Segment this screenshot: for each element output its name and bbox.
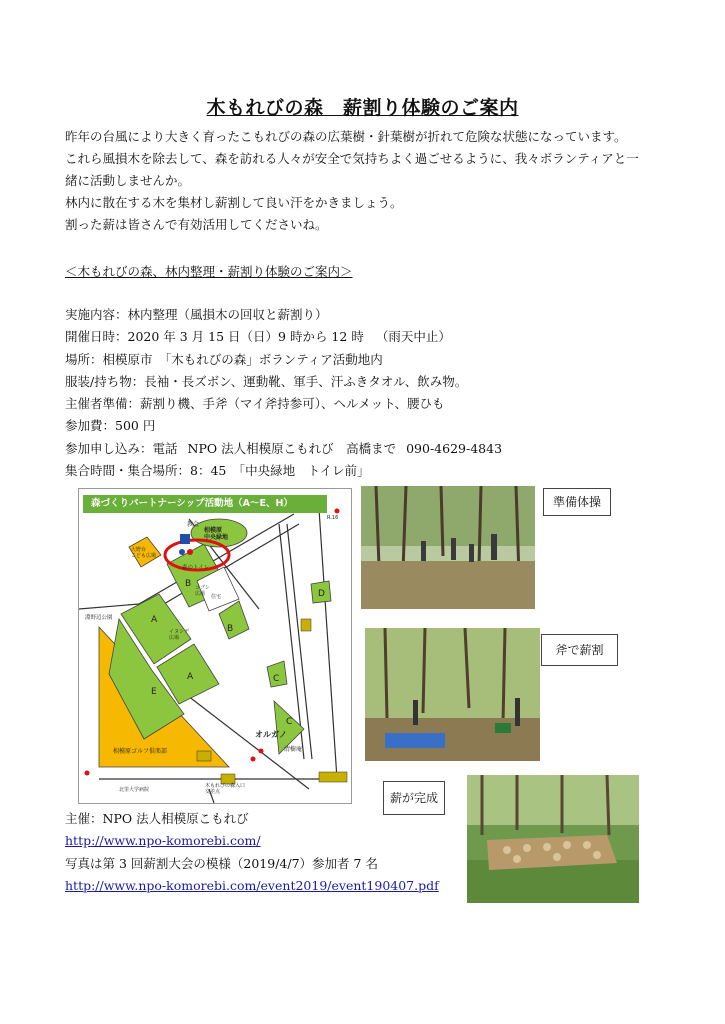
map-label-houses: 住宅 [211,594,222,600]
host-text: 主催：NPO 法人相模原こもれび [65,811,249,826]
caption-axe: 斧で薪割 [541,634,618,666]
map-label-park: 淵野辺公園 [85,615,113,621]
photo-note: 写真は第 3 回薪割大会の模様（2019/4/7）参加者 7 名 [65,855,378,871]
svg-text:D: D [318,589,325,599]
photo-firewood [467,775,639,903]
map-label-iroha: イヌシデ 広場 [169,629,190,641]
map-label-toilet: 森のトイレ [182,565,210,571]
intro-line: 林内に散在する木を集材し薪割して良い汗をかきましょう。 [65,195,403,210]
detail-date [65,326,502,348]
svg-text:B: B [227,624,234,634]
detail-meet: 集合時間・集合場所：8：45 「中央緑地 トイレ前」 [65,463,370,479]
map-label-golf: 相模原ゴルフ倶楽部 [113,748,168,755]
svg-text:B: B [185,579,192,589]
map-label-church: 教会 [187,521,200,528]
activity-map [78,488,352,804]
apply-org: NPO 法人相模原こもれび 高橋まで [187,440,397,456]
caption-firewood: 薪が完成 [383,781,445,815]
map-label-central: 相模原 中央緑地 [204,527,229,541]
apply-label: 参加申し込み：電話 [65,440,178,456]
date-text: 開催日時：2020 年 3 月 15 日（日）9 時から 12 時 [65,329,364,345]
intro-line: これら風損木を除去して、森を訪れる人々が安全で気持ちよく過ごせるように、我々ボランティアと一 [65,151,639,166]
svg-text:A: A [151,615,158,625]
apply-phone: 090-4629-4843 [406,440,503,456]
svg-text:A: A [187,672,194,682]
detail-organizer-items: 主催者準備：薪割り機、手斧（マイ斧持参可）、ヘルメット、腰ひも [65,396,445,412]
footer [65,808,439,897]
rain-note: （雨天中止） [375,329,451,345]
svg-text:C: C [273,674,280,684]
photo-warmup [361,486,535,609]
detail-clothing: 服装/持ち物：長袖・長ズボン、運動靴、軍手、汗ふきタオル、飲み物。 [65,373,468,389]
section-subtitle: ＜木もれびの森、林内整理・薪割り体験のご案内＞ [65,264,353,279]
map-label-route: R.16 [327,515,339,521]
svg-text:E: E [151,687,157,697]
detail-content: 実施内容：林内整理（風損木の回収と薪割り） [65,307,328,322]
photo-axe [365,628,540,761]
map-label-koburi: コブシ 広場 [195,585,210,597]
detail-place: 場所：相模原市 「木もれびの森」ボランティア活動地内 [65,351,383,367]
svg-text:C: C [286,717,293,727]
event-pdf-link[interactable]: http://www.npo-komorebi.com/event2019/event190407.pdf [65,877,439,893]
intro-line: 昨年の台風により大きく育ったこもれびの森の広葉樹・針葉樹が折れて危険な状態になっています。 [65,129,627,144]
map-label-kindergarten: 大野台 こども広場 [131,547,157,559]
map-label-univ: 北里大学病院 [119,787,150,793]
detail-apply [65,438,502,460]
map-label-seijuan: 清樹庵 [284,746,303,753]
church-icon [180,534,190,544]
intro-line: 割った薪は皆さんで有効活用してくださいね。 [65,217,328,232]
page-title: 木もれびの森 薪割り体験のご案内 [206,97,519,119]
area-b2 [219,601,249,639]
homepage-link[interactable]: http://www.npo-komorebi.com/ [65,833,261,849]
map-title: 森づくりパートナーシップ活動地（A～E、H） [83,495,327,513]
intro-text [65,126,675,236]
caption-warmup: 準備体操 [543,488,611,516]
map-label-olgano: オルガノ [255,730,287,739]
event-details [65,304,502,482]
detail-fee: 参加費：500 円 [65,418,156,434]
map-label-entrance: 木もれびの森入口 交差点 [205,783,246,795]
intro-line: 緒に活動しませんか。 [65,173,191,188]
